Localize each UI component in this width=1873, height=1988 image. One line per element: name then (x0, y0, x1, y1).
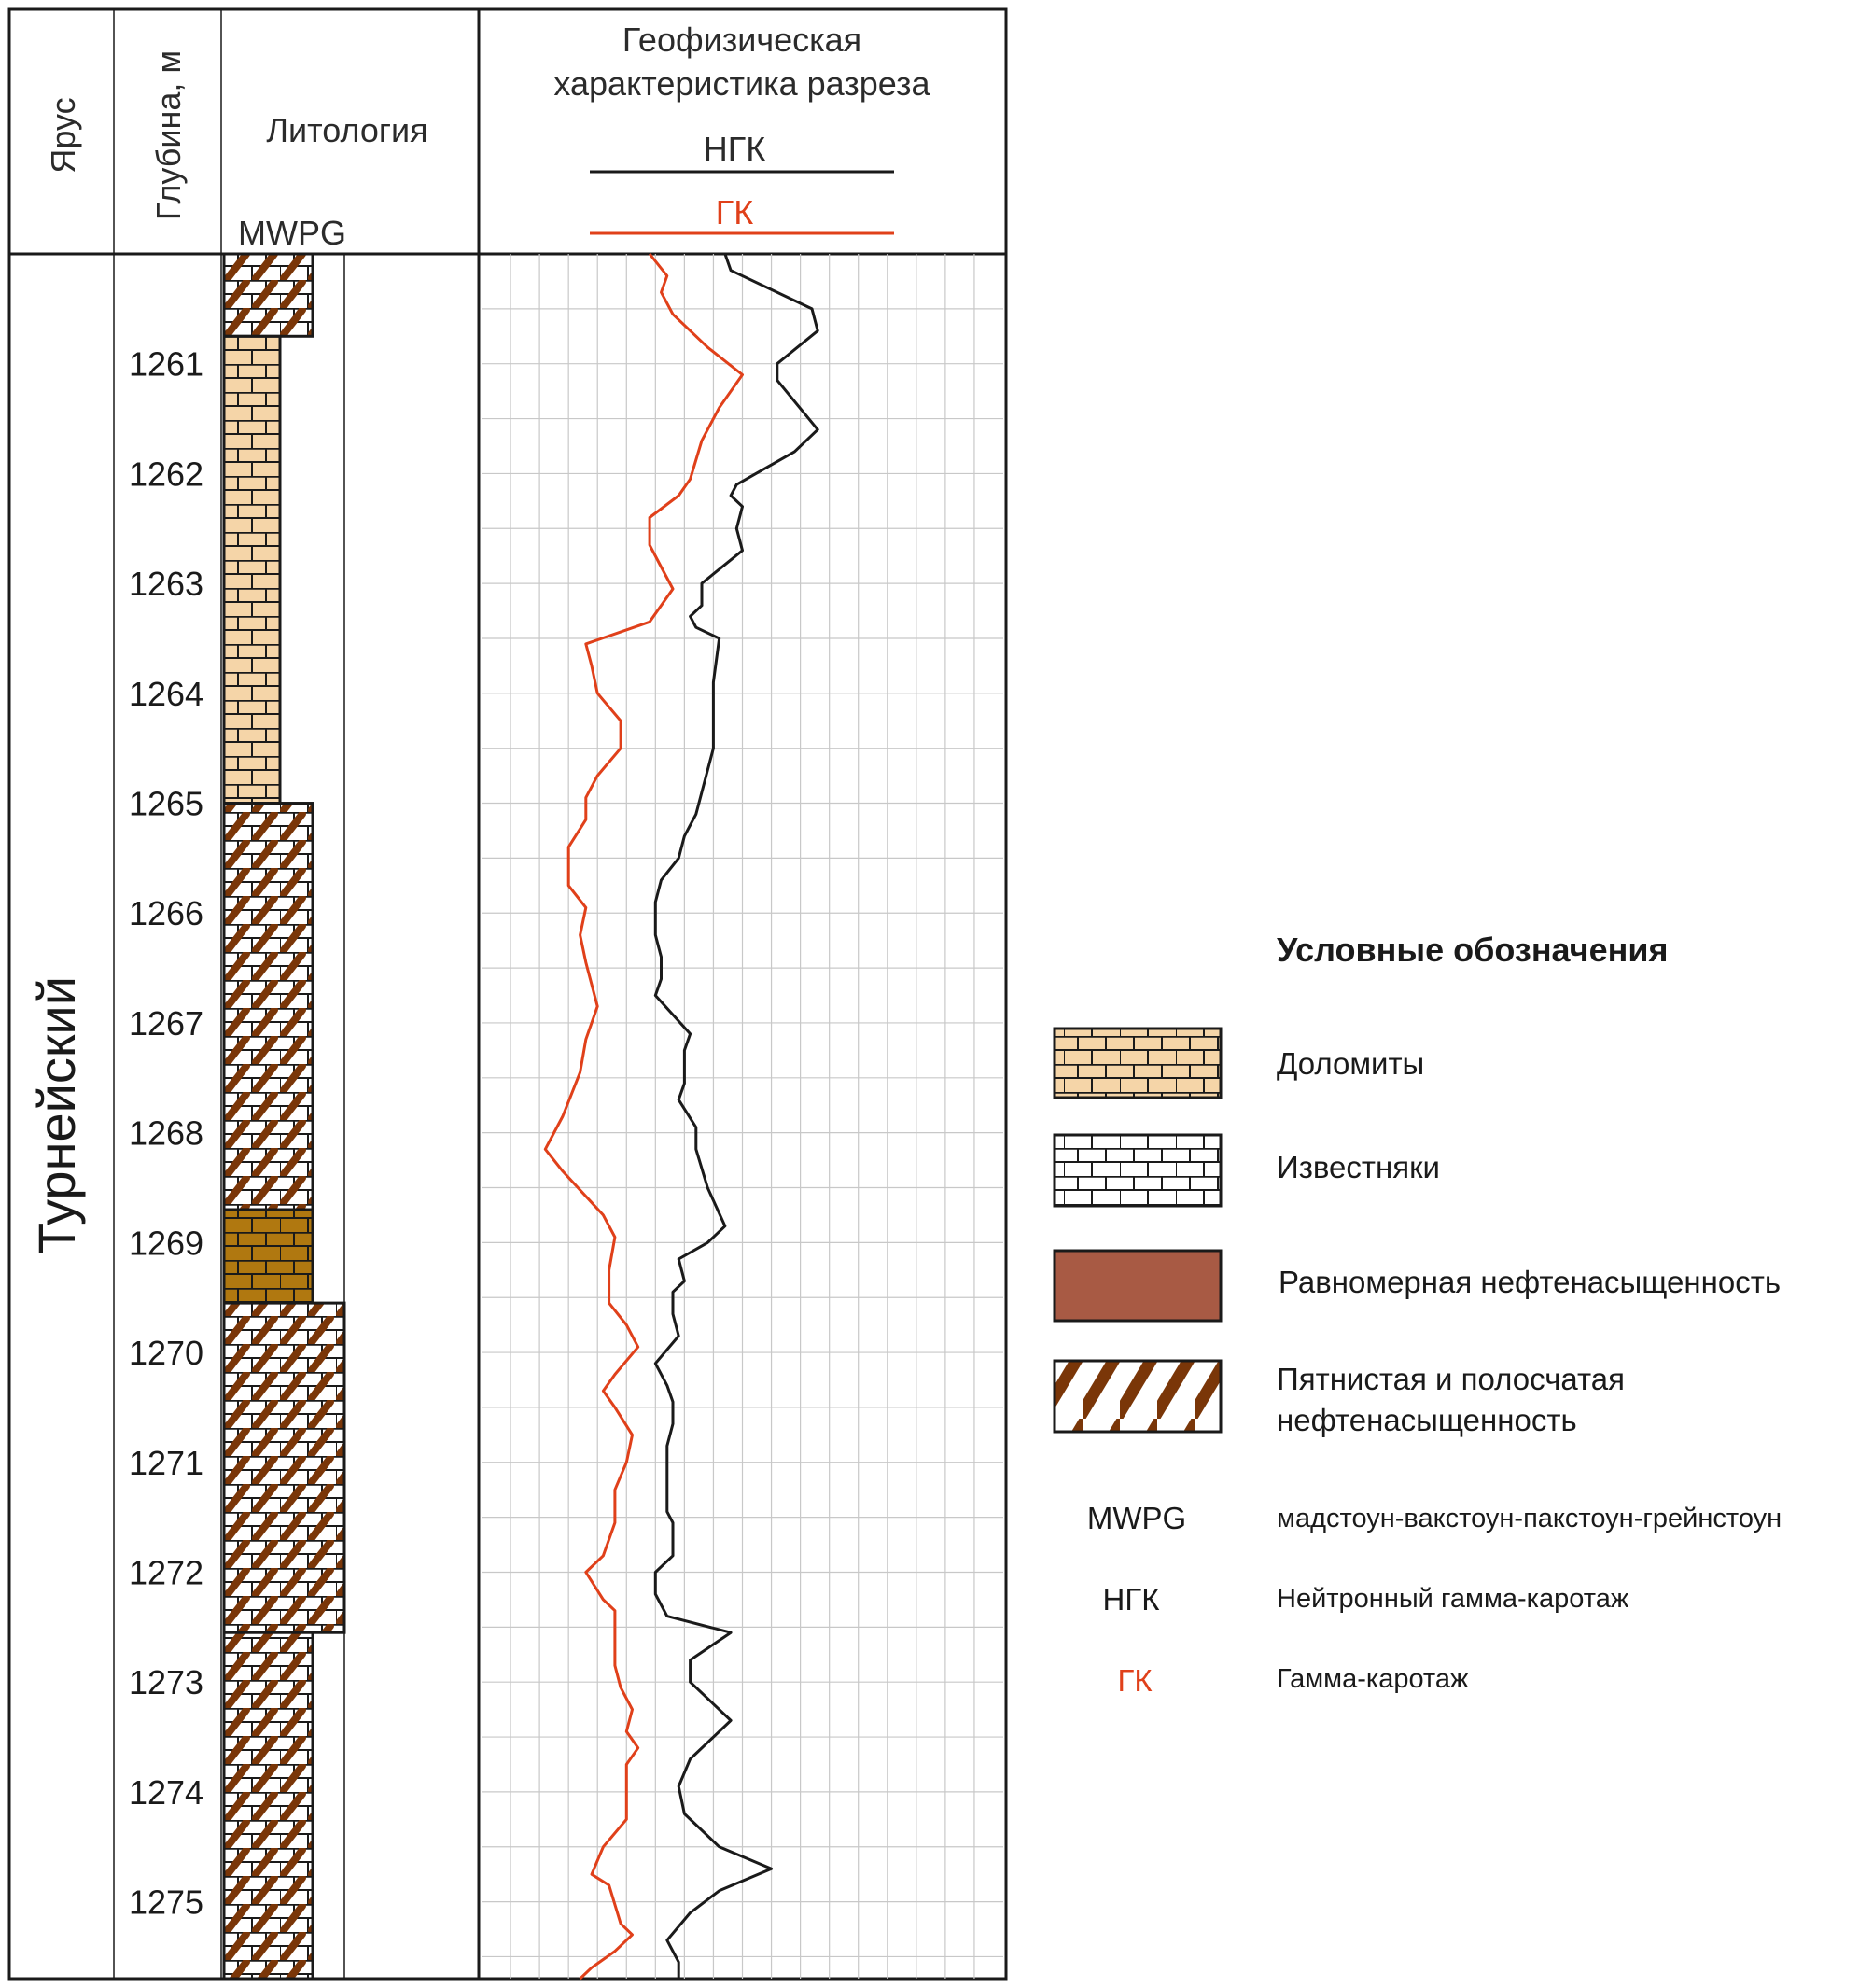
depth-labels (129, 345, 203, 1922)
geophysics-header-line1: Геофизическая (622, 21, 862, 59)
ngk-header-label: НГК (703, 130, 766, 168)
depth-label: 1262 (128, 455, 204, 494)
stage-header: Ярус (44, 97, 82, 174)
curve-ngk (655, 254, 818, 1979)
lithology-block-striped_limestone (224, 1303, 344, 1632)
legend-swatch-limestone (1055, 1135, 1221, 1206)
depth-label: 1269 (128, 1224, 204, 1263)
legend-swatch-dolomite (1055, 1029, 1221, 1098)
lithology-block-striped_limestone (224, 804, 313, 1211)
depth-label: 1275 (128, 1883, 204, 1922)
depth-label: 1272 (128, 1553, 204, 1592)
chart-grid (482, 254, 1003, 1979)
depth-label: 1266 (128, 894, 204, 933)
legend-key-mwpg: MWPG (1086, 1501, 1187, 1535)
curve-gk (545, 254, 742, 1979)
stage-name: Турнейский (27, 976, 86, 1254)
legend-swatch-uniform-saturation (1055, 1251, 1221, 1321)
depth-label: 1263 (128, 565, 204, 604)
legend-title: Условные обозначения (1277, 931, 1669, 969)
legend-label-limestone: Известняки (1277, 1150, 1440, 1184)
geophysics-header-line2: характеристика разреза (553, 64, 930, 103)
gk-header-label: ГК (715, 193, 754, 231)
legend-swatch-striped-saturation (1055, 1361, 1221, 1432)
depth-label: 1273 (128, 1663, 204, 1702)
legend-desc-mwpg: мадстоун-вакстоун-пакстоун-грейнстоун (1277, 1504, 1782, 1533)
texture-scale-label: MWPG (238, 214, 346, 252)
legend-label-uniform-saturation: Равномерная нефтенасыщенность (1279, 1265, 1782, 1299)
legend (1055, 931, 1782, 1698)
legend-key-ngk: НГК (1102, 1582, 1160, 1617)
lithology-header: Литология (266, 111, 428, 149)
depth-label: 1261 (128, 344, 204, 384)
legend-desc-ngk: Нейтронный гамма-каротаж (1277, 1584, 1629, 1614)
depth-label: 1264 (128, 674, 204, 713)
legend-label-striped-line1: Пятнистая и полосчатая (1277, 1362, 1625, 1396)
depth-label: 1268 (128, 1113, 204, 1153)
legend-label-dolomite: Доломиты (1277, 1046, 1425, 1081)
depth-label: 1274 (128, 1772, 204, 1812)
depth-label: 1267 (128, 1003, 204, 1043)
legend-key-gk: ГК (1117, 1663, 1153, 1698)
lithology-block-striped_limestone (224, 1632, 313, 1979)
depth-label: 1265 (128, 784, 204, 823)
lithology-block-striped_limestone (224, 254, 313, 336)
lithology-block-saturated_dolomite (224, 1210, 313, 1303)
lithology-column (224, 254, 344, 1979)
depth-header: Глубина, м (149, 49, 188, 221)
chart-curves (545, 254, 818, 1979)
legend-label-striped-line2: нефтенасыщенность (1277, 1403, 1577, 1437)
lithology-block-dolomite (224, 336, 280, 803)
depth-label: 1270 (128, 1334, 204, 1373)
depth-label: 1271 (128, 1443, 204, 1482)
legend-desc-gk: Гамма-каротаж (1277, 1664, 1469, 1694)
